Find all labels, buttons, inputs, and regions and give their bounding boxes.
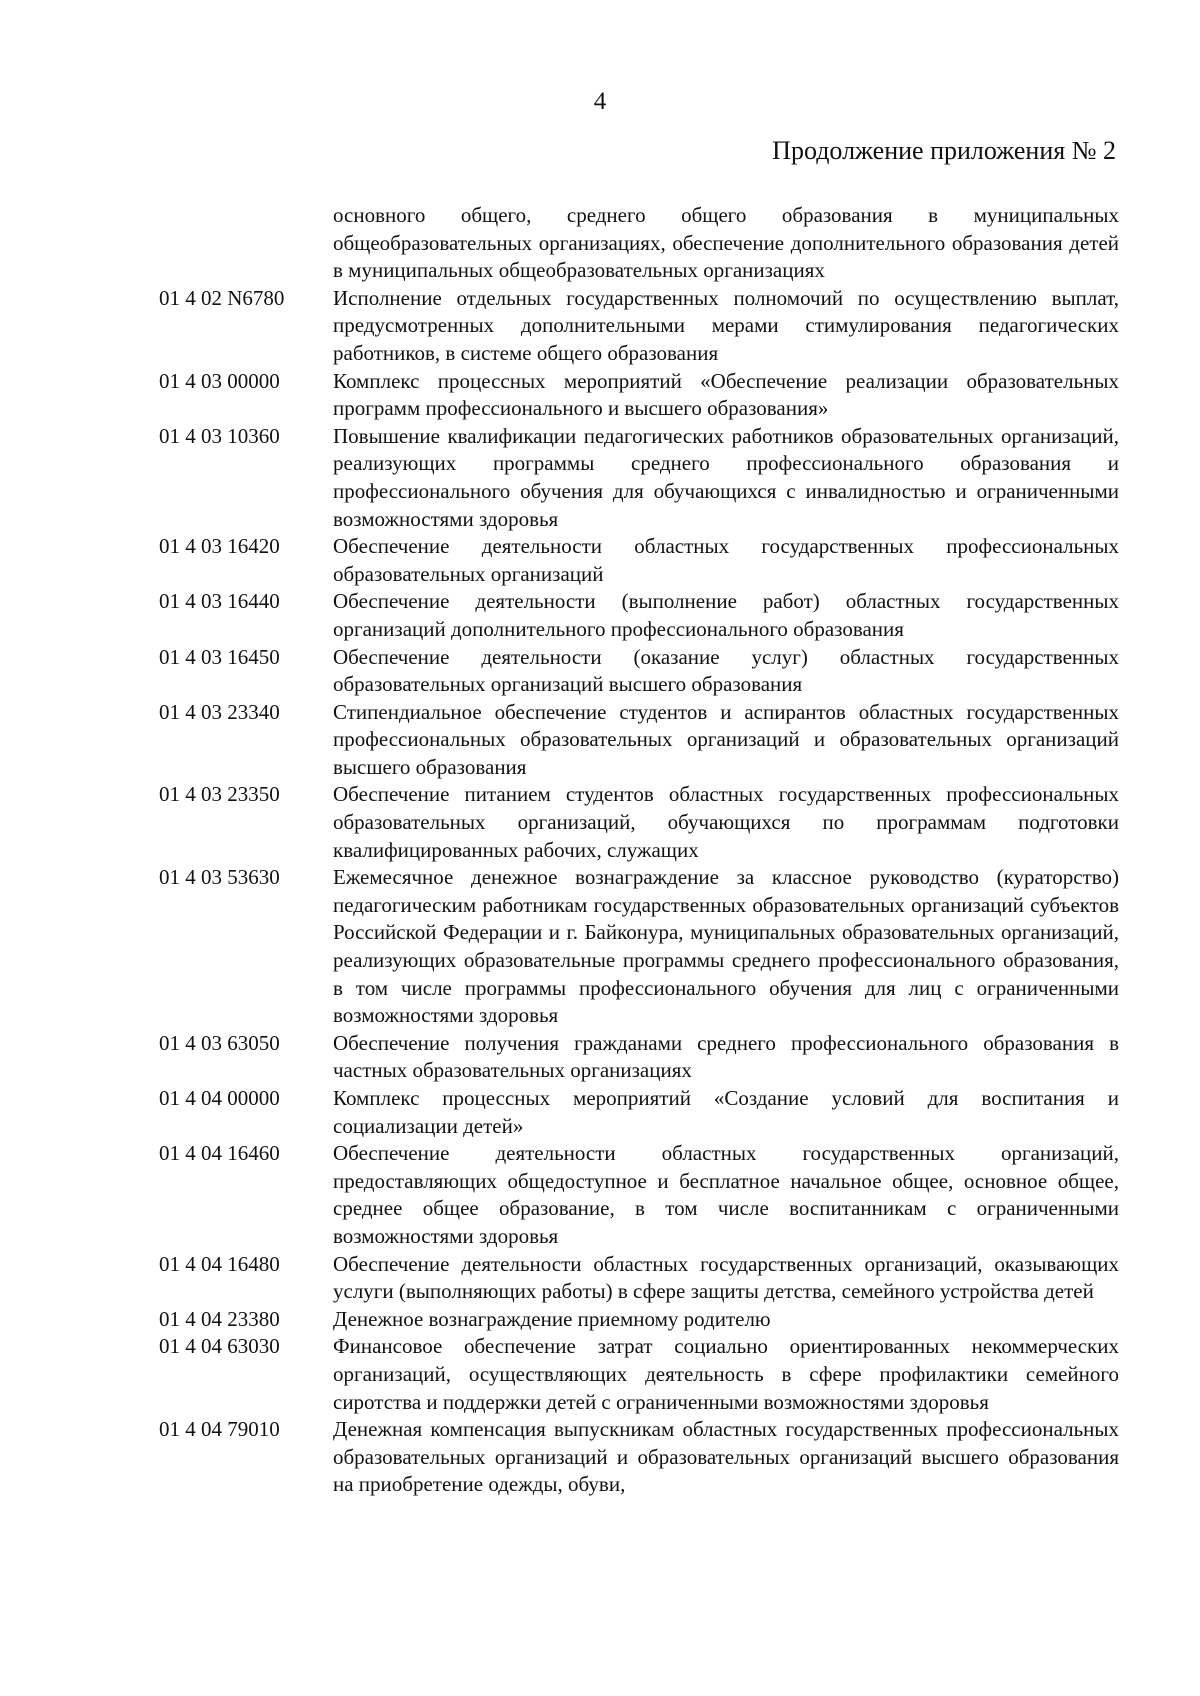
row-code: 01 4 03 16420: [159, 534, 280, 559]
table-row: [159, 1251, 1119, 1306]
row-description: Финансовое обеспечение затрат социально ориентированных некоммерческих организаций, осуществляющих деятельность в сфере профилактики семейного сиротства и поддержки детей с ограниченными возможностями здоровья: [333, 1334, 1119, 1414]
row-code: 01 4 03 53630: [159, 865, 280, 890]
table-row: [159, 368, 1119, 423]
row-code: 01 4 02 N6780: [159, 285, 285, 310]
row-description: Стипендиальное обеспечение студентов и аспирантов областных государственных профессиональных образовательных организаций и образовательных организаций высшего образования: [333, 699, 1119, 779]
row-description: Повышение квалификации педагогических работников образовательных организаций, реализующих программы среднего профессионального образования и профессионального обучения для обучающихся с инвалидностью и ограниченными возможностями здоровья: [333, 423, 1119, 531]
appendix-continuation-header: Продолжение приложения № 2: [772, 136, 1116, 165]
table-row: [159, 1085, 1119, 1140]
row-description: Обеспечение деятельности (оказание услуг) областных государственных образовательных организаций высшего образования: [333, 644, 1119, 697]
row-description: Денежное вознаграждение приемному родителю: [333, 1306, 771, 1331]
row-description: основного общего, среднего общего образования в муниципальных общеобразовательных организациях, обеспечение дополнительного образования детей в муниципальных общеобразовательных организациях: [333, 203, 1119, 283]
row-description: Обеспечение получения гражданами среднего профессионального образования в частных образовательных организациях: [333, 1030, 1119, 1083]
row-code: 01 4 03 23350: [159, 782, 280, 807]
row-description: Обеспечение деятельности (выполнение работ) областных государственных организаций дополнительного профессионального образования: [333, 589, 1119, 641]
row-code: 01 4 03 10360: [159, 423, 280, 448]
row-code: 01 4 03 00000: [159, 368, 280, 393]
row-code: 01 4 03 16450: [159, 644, 280, 669]
row-description: Ежемесячное денежное вознаграждение за классное руководство (кураторство) педагогическим работникам государственных образовательных организаций субъектов Российской Федерации и г. Байконура, муниципальных образовательных организаций, реализующих образовательные программы среднего профессионального образования, в том числе программы профессионального обучения для лиц с ограниченными возможностями здоровья: [333, 865, 1119, 1028]
table-row: [159, 1140, 1119, 1250]
page-number: 4: [593, 88, 607, 115]
table-row: [159, 864, 1119, 1030]
row-description: Обеспечение деятельности областных государственных профессиональных образовательных организаций: [333, 534, 1119, 586]
row-code: 01 4 04 23380: [159, 1306, 280, 1331]
row-code: 01 4 04 63030: [159, 1334, 280, 1359]
classification-table: [159, 202, 1119, 1499]
table-row: [159, 781, 1119, 864]
table-row: [159, 533, 1119, 588]
row-description: Комплекс процессных мероприятий «Создание условий для воспитания и социализации детей»: [333, 1086, 1119, 1138]
row-description: Обеспечение деятельности областных государственных организаций, оказывающих услуги (выполняющих работы) в сфере защиты детства, семейного устройства детей: [333, 1251, 1119, 1304]
row-description: Денежная компенсация выпускникам областных государственных профессиональных образовательных организаций и образовательных организаций высшего образования на приобретение одежды, обуви,: [333, 1417, 1119, 1497]
row-code: 01 4 04 79010: [159, 1417, 280, 1442]
table-row: [159, 285, 1119, 368]
table-row: [159, 1333, 1119, 1416]
table-row: [159, 1030, 1119, 1085]
row-code: 01 4 03 63050: [159, 1030, 280, 1055]
table-row: [159, 644, 1119, 699]
row-code: 01 4 04 00000: [159, 1086, 280, 1110]
row-description: Обеспечение деятельности областных государственных организаций, предоставляющих общедоступное и бесплатное начальное общее, основное общее, среднее общее образование, в том числе воспитанникам с ограниченными возможностями здоровья: [333, 1141, 1119, 1248]
table-row: [159, 699, 1119, 782]
row-code: 01 4 04 16480: [159, 1251, 280, 1276]
table-row: [159, 202, 1119, 285]
row-description: Обеспечение питанием студентов областных государственных профессиональных образовательных организаций, обучающихся по программам подготовки квалифицированных рабочих, служащих: [333, 782, 1119, 862]
table-row: [159, 1416, 1119, 1499]
row-code: 01 4 03 23340: [159, 699, 280, 724]
row-description: Исполнение отдельных государственных полномочий по осуществлению выплат, предусмотренных дополнительными мерами стимулирования педагогических работников, в системе общего образования: [333, 285, 1119, 365]
table-row: [159, 1306, 1119, 1334]
table-row: [159, 423, 1119, 533]
row-code: 01 4 03 16440: [159, 589, 280, 614]
row-description: Комплекс процессных мероприятий «Обеспечение реализации образовательных программ профессионального и высшего образования»: [333, 368, 1119, 421]
row-code: 01 4 04 16460: [159, 1141, 280, 1166]
table-row: [159, 588, 1119, 643]
